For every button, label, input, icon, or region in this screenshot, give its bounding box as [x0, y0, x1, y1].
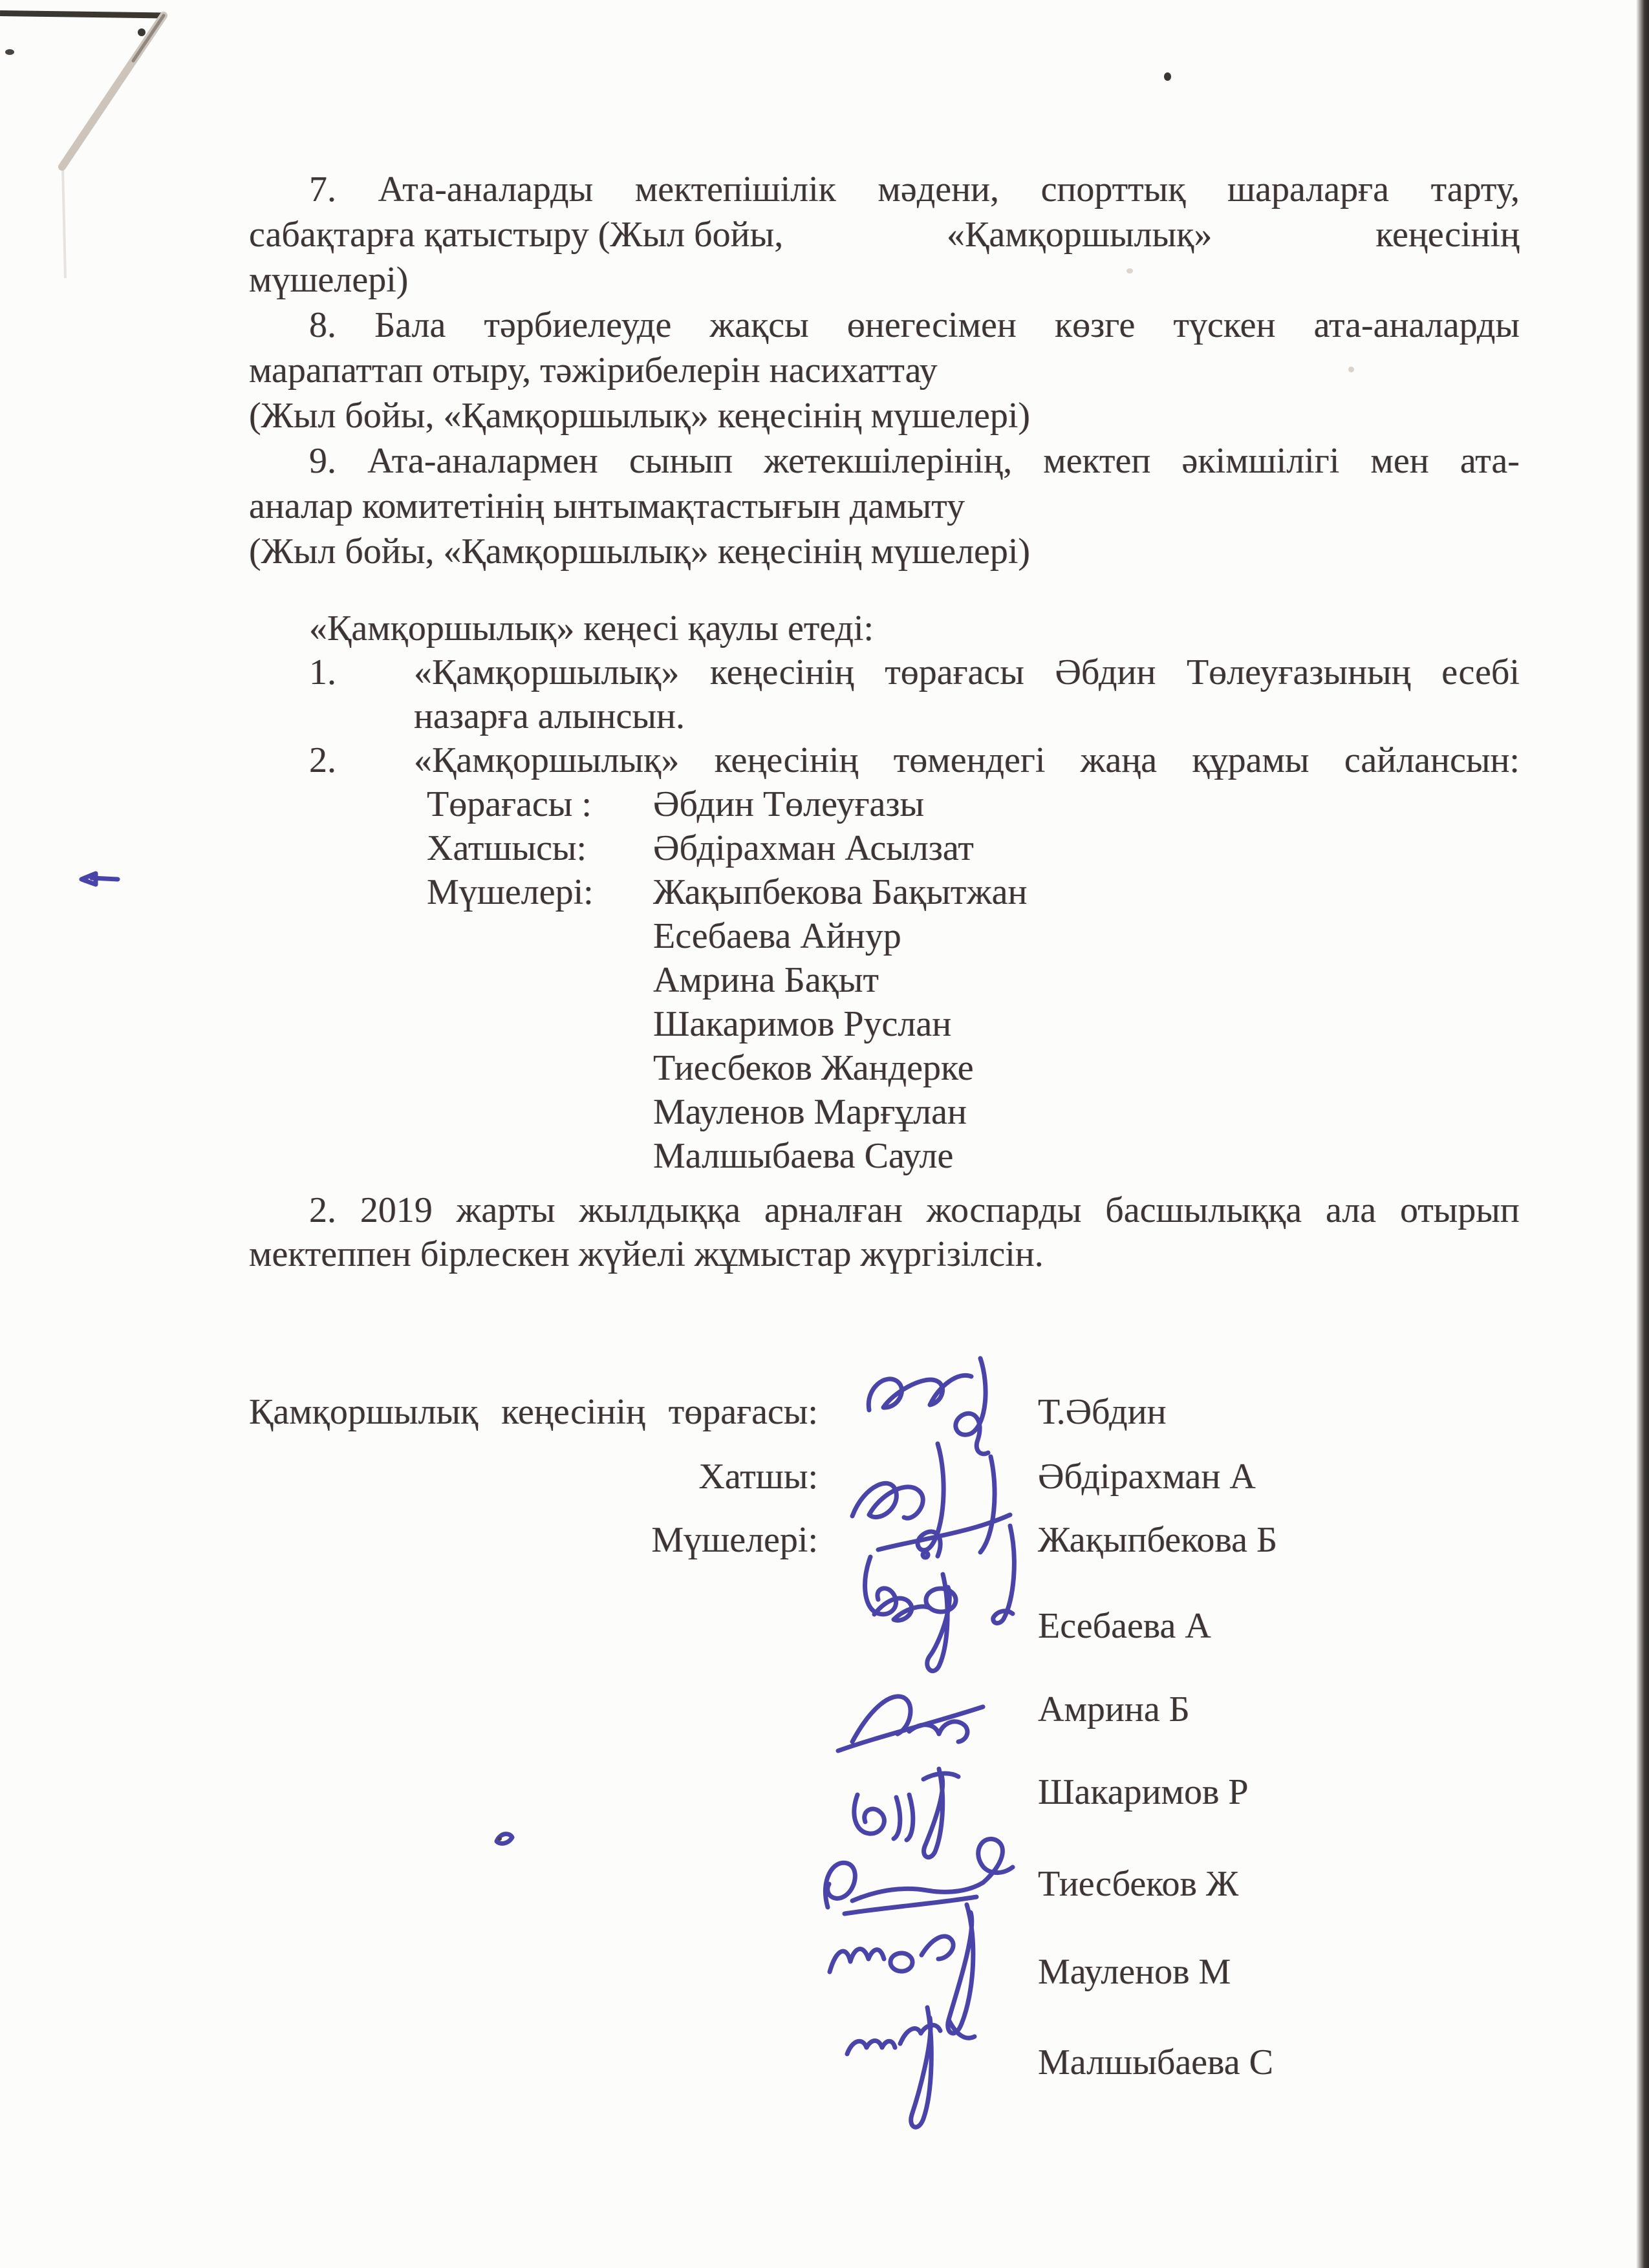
role-secretary-label: Хатшысы:	[427, 828, 587, 868]
paragraph-7-line-3: мүшелері)	[249, 260, 409, 300]
decision-1-text: «Қамқоршылық» кеңесінің төрағасы Әбдин Төлеуғазының есебі	[414, 652, 1520, 692]
role-members-first-name: Жақыпбекова Бақытжан	[653, 872, 1028, 912]
paragraph-2019-line-2: мектеппен бірлескен жүйелі жұмыстар жүргізілсін.	[249, 1234, 1044, 1274]
decision-1-number: 1.	[309, 652, 336, 692]
paragraph-7-line-2-seg3: кеңесінің	[1375, 215, 1520, 255]
paragraph-9-line-1: 9. Ата-аналармен сынып жетекшілерінің, мектеп әкімшілігі мен ата-	[309, 441, 1520, 481]
member-name: Шакаримов Руслан	[653, 1004, 952, 1044]
sig-name-abdirahman: Әбдірахман А	[1038, 1457, 1256, 1497]
sig-label-secretary: Хатшы:	[698, 1457, 818, 1497]
paragraph-7-line-2-seg2: «Қамқоршылық»	[947, 215, 1212, 255]
signature-esebaeva-icon	[865, 1568, 975, 1678]
resolution-heading: «Қамқоршылық» кеңесі қаулы етеді:	[309, 608, 874, 648]
member-name: Есебаева Айнур	[653, 916, 901, 956]
paragraph-8-line-2: марапаттап отыру, тәжірибелерін насихаттау	[249, 350, 938, 390]
sig-name-shakarimov: Шакаримов Р	[1038, 1772, 1249, 1812]
signature-malshybaeva-icon	[835, 1995, 958, 2140]
member-name: Амрина Бақыт	[653, 960, 879, 1000]
paragraph-7-line-1: 7. Ата-аналарды мектепішілік мәдени, спорттық шараларға тарту,	[309, 169, 1520, 209]
sig-name-maulenov: Мауленов М	[1038, 1952, 1231, 1992]
sig-name-esebaeva: Есебаева А	[1038, 1606, 1211, 1646]
sig-name-malshybaeva: Малшыбаева С	[1038, 2042, 1273, 2082]
paragraph-8-line-3: (Жыл бойы, «Қамқоршылық» кеңесінің мүшелері)	[249, 396, 1031, 436]
paragraph-7-line-2-seg1: сабақтарға қатыстыру (Жыл бойы,	[249, 215, 784, 255]
role-secretary-name: Әбдірахман Асылзат	[653, 828, 974, 868]
role-chair-label: Төрағасы :	[427, 784, 592, 824]
sig-name-amrina: Амрина Б	[1038, 1689, 1190, 1729]
sig-name-tiesbekov: Тиесбеков Ж	[1038, 1864, 1239, 1904]
role-chair-name: Әбдин Төлеуғазы	[653, 784, 925, 824]
sig-label-chairman: Қамқоршылық кеңесінің төрағасы:	[249, 1392, 818, 1432]
signature-amrina-icon	[833, 1669, 988, 1766]
sig-label-members: Мүшелері:	[651, 1520, 818, 1560]
paragraph-2019-line-1: 2. 2019 жарты жылдыққа арналған жоспарды басшылыққа ала отырып	[309, 1190, 1520, 1230]
sig-name-zhakypbekova: Жақыпбекова Б	[1038, 1520, 1278, 1560]
sig-name-abdin: Т.Әбдин	[1038, 1392, 1167, 1432]
paragraph-9-line-2: аналар комитетінің ынтымақтастығын дамыту	[249, 486, 965, 526]
member-name: Малшыбаева Сауле	[653, 1136, 954, 1176]
paragraph-9-line-3: (Жыл бойы, «Қамқоршылық» кеңесінің мүшелері)	[249, 531, 1031, 572]
member-name: Мауленов Марғұлан	[653, 1092, 967, 1132]
member-name: Тиесбеков Жандерке	[653, 1048, 974, 1088]
decision-1-continuation: назарға алынсын.	[414, 696, 685, 736]
decision-2-text: «Қамқоршылық» кеңесінің төмендегі жаңа құрамы сайлансын:	[414, 740, 1520, 780]
decision-2-number: 2.	[309, 740, 336, 780]
role-members-label: Мүшелері:	[427, 872, 594, 912]
paragraph-8-line-1: 8. Бала тәрбиелеуде жақсы өнегесімен көзге түскен ата-аналарды	[309, 305, 1520, 345]
